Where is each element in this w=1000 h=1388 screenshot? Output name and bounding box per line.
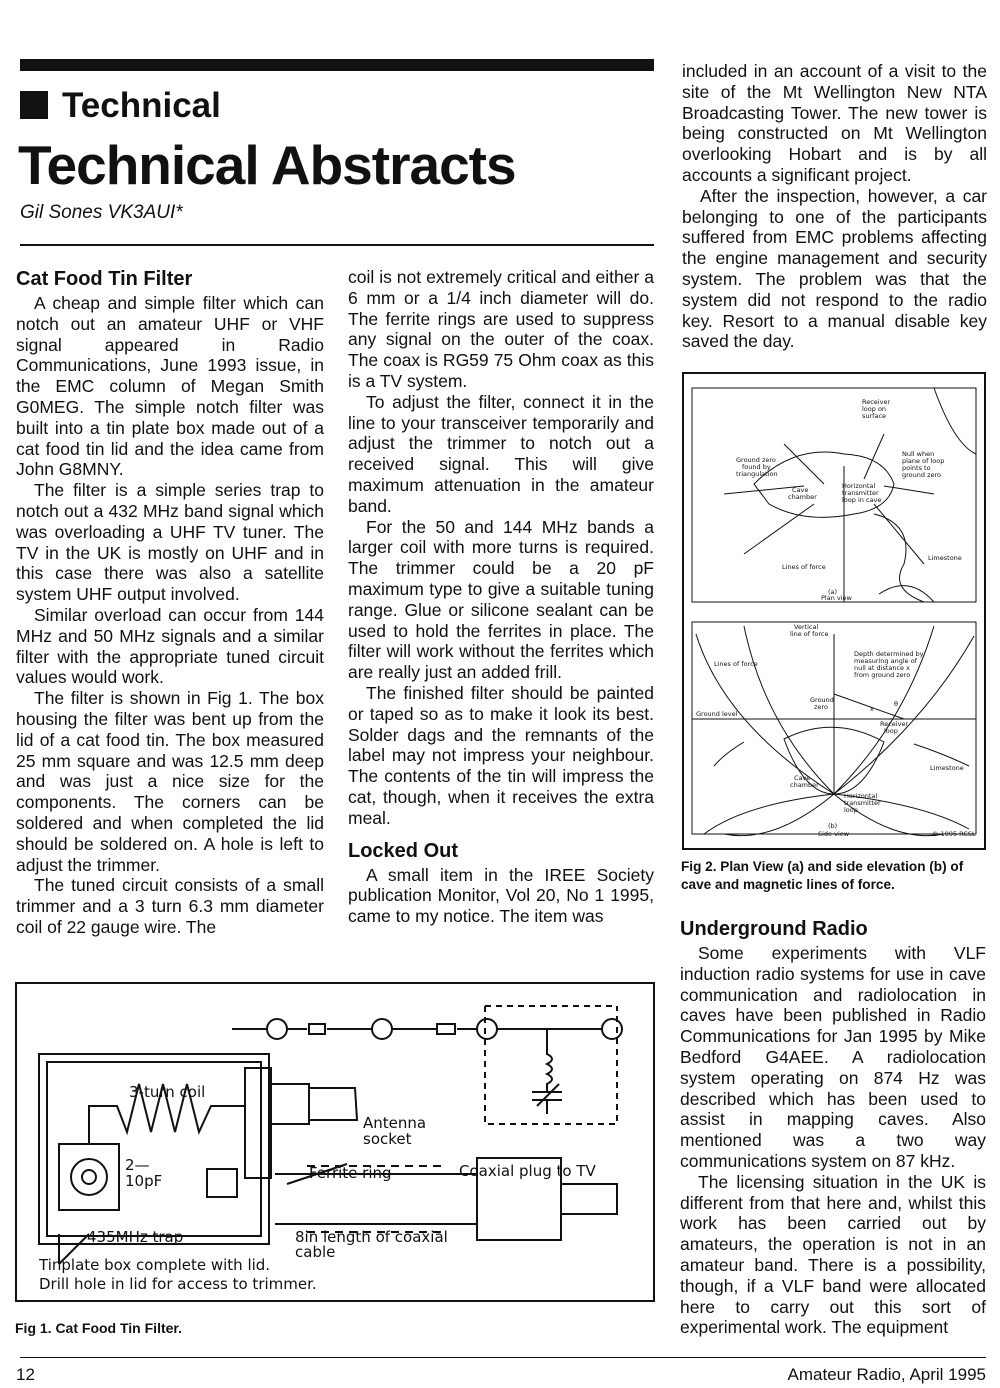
label: transmitter xyxy=(842,489,879,497)
figure-1-caption: Fig 1. Cat Food Tin Filter. xyxy=(15,1320,182,1336)
paragraph: The filter is shown in Fig 1. The box housing the filter was bent up from the lid of a cat food tin. The box measured 25 mm square and was 12.5 mm deep and was just a nice size for the components. The corners can be soldered and when completed the lid should be soldered on. A hole is left to adjust the trimmer. xyxy=(16,688,324,875)
section-label xyxy=(20,86,221,126)
ferrite-symbol xyxy=(602,1019,622,1039)
label: Cave xyxy=(794,774,811,782)
label: © 1995 RCSL xyxy=(932,830,976,838)
figure-2-caption: Fig 2. Plan View (a) and side elevation (b) of cave and magnetic lines of force. xyxy=(681,859,964,892)
label: Plan view xyxy=(821,594,852,602)
article-heading: Cat Food Tin Filter xyxy=(16,268,193,290)
label: 435MHz trap xyxy=(87,1228,184,1246)
square-bullet-icon xyxy=(20,91,48,119)
label: triangulation xyxy=(736,470,778,478)
label: 10pF xyxy=(125,1172,163,1190)
label: θ xyxy=(894,700,898,708)
label: Side view xyxy=(818,830,850,838)
label: zero xyxy=(814,703,828,711)
label: cable xyxy=(295,1243,336,1261)
figure-2 xyxy=(682,372,986,850)
byline: Gil Sones VK3AUI* xyxy=(20,202,183,223)
article-column-2 xyxy=(348,267,654,927)
paragraph: A small item in the IREE Society publication Monitor, Vol 20, No 1 1995, came to my notice. The item was xyxy=(348,864,654,927)
label: loop on xyxy=(862,405,887,413)
paragraph: To adjust the filter, connect it in the line to your transceiver temporarily and adjust the trimmer to notch out a received signal. This will give maximum attenuation in the amateur band. xyxy=(348,391,654,516)
article-column-1 xyxy=(16,267,324,938)
label: Cave xyxy=(792,486,809,494)
paragraph: The filter is a simple series trap to notch out a 432 MHz band signal which was overloading a UHF TV tuner. The TV in the UK is mostly on UHF and in this case there was also a satellite system UHF output involved. xyxy=(16,480,324,605)
figure-1 xyxy=(15,982,655,1302)
plan-passage-3 xyxy=(879,586,934,602)
label: x xyxy=(870,705,874,713)
section-label-text: Technical xyxy=(62,86,221,125)
paragraph: Some experiments with VLF induction radio systems for use in cave communication and radiolocation in caves have been published in Radio Communications for Jan 1995 by Mike Bedford G4AEE. A radiolocation system operating on 874 Hz was described which has been used to assist in mapping caves. Also mentioned was a two way communications system on 87 kHz. xyxy=(680,943,986,1171)
box-schematic xyxy=(485,1006,617,1124)
label: Horizontal xyxy=(844,792,878,800)
label: Limestone xyxy=(928,554,962,562)
label: from ground zero xyxy=(854,671,911,679)
label: loop xyxy=(884,727,898,735)
plan-passage-2 xyxy=(934,388,976,454)
label: Receiver xyxy=(880,720,909,728)
ferrite-symbol xyxy=(267,1019,287,1039)
plan-view-frame xyxy=(692,388,976,602)
label: Depth determined by xyxy=(854,650,924,658)
label: Tinplate box complete with lid. xyxy=(39,1256,271,1274)
label: 8in length of coaxial xyxy=(295,1228,448,1246)
label: Ground zero xyxy=(736,456,776,464)
label: Lines of force xyxy=(782,563,826,571)
label: (a) xyxy=(828,588,838,596)
paragraph: The licensing situation in the UK is different from that here and, whilst this work has been carried out by amateurs, the operation is not in an amateur band. There is a possibility, though, if a VLF band were allocated here to carry out this sort of experimental work. The equipment xyxy=(680,1171,986,1338)
label: Null when xyxy=(902,450,935,458)
article-heading: Locked Out xyxy=(348,839,459,862)
label: chamber xyxy=(788,493,817,501)
label: found by xyxy=(742,463,771,471)
label: 2— xyxy=(125,1156,150,1174)
trimmer-body xyxy=(59,1144,119,1210)
ferrite-symbol xyxy=(477,1019,497,1039)
paragraph: A cheap and simple filter which can notch out an amateur UHF or VHF signal appeared in Radio Communications, June 1993 issue, in the EMC column of Megan Smith G0MEG. The simple notch filter was built into a tin plate box made out of a cat food tin lid and the idea came from John G8MNY. xyxy=(16,293,324,480)
paragraph: After the inspection, however, a car belonging to one of the participants suffered from EMC problems affecting the engine management and security system. The problem was that the system did not respond to the radio key. Resort to a manual disable key saved the day. xyxy=(682,185,987,352)
header-divider xyxy=(20,244,654,246)
trimmer-screw xyxy=(82,1170,96,1184)
page-number: 12 xyxy=(16,1365,35,1384)
cave-diagram xyxy=(684,374,984,848)
paragraph: The finished filter should be painted or taped so as to make it look its best. Solder dags and the remnants of the label may not impress your neighbour. The contents of the tin will impress the cat, though, when it receives the extra meal. xyxy=(348,682,654,828)
publication-footer: Amateur Radio, April 1995 xyxy=(787,1365,986,1384)
label: socket xyxy=(363,1130,412,1148)
label: line of force xyxy=(790,630,829,638)
label: transmitter xyxy=(844,799,881,807)
page-title: Technical Abstracts xyxy=(18,134,516,196)
label: Receiver xyxy=(862,398,891,406)
trap-schematic xyxy=(532,1029,562,1114)
label: Vertical xyxy=(794,623,819,631)
paragraph: Similar overload can occur from 144 MHz and 50 MHz signals and a similar filter with the appropriate tuned circuit values would work. xyxy=(16,604,324,688)
label: Ferrite ring xyxy=(309,1164,392,1182)
ferrite-symbol xyxy=(372,1019,392,1039)
label: loop xyxy=(844,806,858,814)
trimmer-dial xyxy=(71,1159,107,1195)
paragraph: included in an account of a visit to the site of the Mt Wellington New NTA Broadcasting Tower. The new tower is being constructed on Mt Wellington overlooking Hobart and is by all accounts a significant project. xyxy=(682,61,987,185)
label: (b) xyxy=(828,822,838,830)
limestone-strata xyxy=(714,742,969,766)
filter-diagram xyxy=(17,984,653,1300)
label: Ground level xyxy=(696,710,738,718)
label: Coaxial plug to TV xyxy=(459,1162,596,1180)
label: loop in cave xyxy=(842,496,882,504)
label: plane of loop xyxy=(902,457,945,465)
article-column-3-lower xyxy=(680,917,986,1338)
antenna-socket xyxy=(271,1084,357,1124)
paragraph: The tuned circuit consists of a small trimmer and a 3 turn 6.3 mm diameter coil of 22 gauge wire. The xyxy=(16,875,324,937)
label: Ground xyxy=(810,696,834,704)
label: points to xyxy=(902,464,931,472)
paragraph: coil is not extremely critical and either a 6 mm or a 1/4 inch diameter will do. The ferrite rings are used to suppress any signal on the outer of the coax. The coax is RG59 75 Ohm coax as this is a TV system. xyxy=(348,267,654,391)
header-rule xyxy=(20,59,654,71)
label: null at distance x xyxy=(854,664,910,672)
label: surface xyxy=(862,412,887,420)
label: Limestone xyxy=(930,764,964,772)
footer-rule xyxy=(20,1357,986,1358)
label: measuring angle of xyxy=(854,657,917,665)
plug-tip xyxy=(561,1184,617,1214)
label: Horizontal xyxy=(842,482,876,490)
label: chamber xyxy=(790,781,819,789)
ferrite-ring xyxy=(207,1169,237,1197)
label: ground zero xyxy=(902,471,941,479)
label: Antenna xyxy=(363,1114,427,1132)
label: 3-turn coil xyxy=(129,1083,206,1101)
article-heading: Underground Radio xyxy=(680,918,868,940)
socket-flange xyxy=(245,1068,271,1178)
label: Lines of force xyxy=(714,660,758,668)
paragraph: For the 50 and 144 MHz bands a larger coil with more turns is required. The trimmer could be a 20 pF maximum type to give a suitable tuning range. Glue or silicone sealant can be used to hold the ferrites in place. The filter will work without the ferrites which are really just an added frill. xyxy=(348,516,654,683)
article-column-3 xyxy=(682,61,987,352)
label: Drill hole in lid for access to trimmer. xyxy=(39,1275,317,1293)
